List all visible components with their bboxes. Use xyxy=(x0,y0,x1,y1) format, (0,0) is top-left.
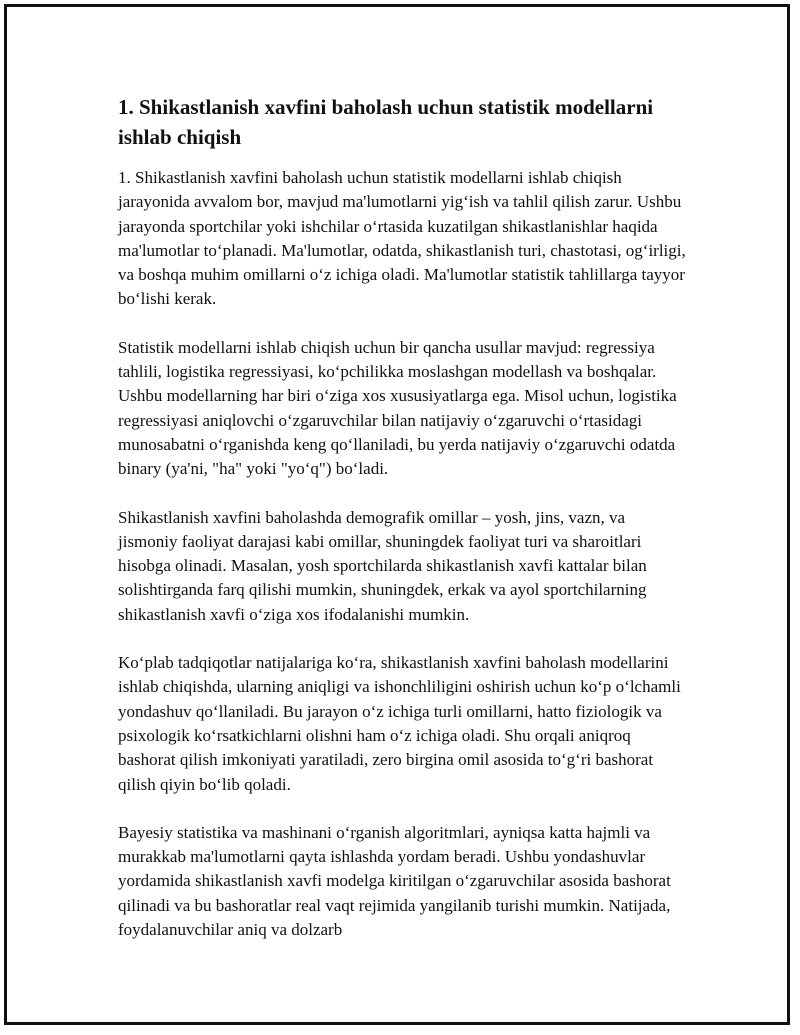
document-body xyxy=(118,92,688,966)
paragraph-2: Statistik modellarni ishlab chiqish uchun bir qancha usullar mavjud: regressiya tahlili, logistika regressiyasi, ko‘pchilikka moslashgan modellash va boshqalar. Ushbu modellarning har biri o‘ziga xos xususiyatlarga ega. Misol uchun, logistika regressiyasi aniqlovchi o‘zgaruvchilar bilan natijaviy o‘zgaruvchi o‘rtasidagi munosabatni o‘rganishda keng qo‘llaniladi, bu yerda natijaviy o‘zgaruvchi odatda binary (ya'ni, "ha" yoki "yo‘q") bo‘ladi. xyxy=(118,337,677,479)
paragraph-5: Bayesiy statistika va mashinani o‘rganish algoritmlari, ayniqsa katta hajmli va murakkab ma'lumotlarni qayta ishlashda yordam beradi. Ushbu yondashuvlar yordamida shikastlanish xavfi modelga kiritilgan o‘zgaruvchilar asosida bashorat qilinadi va bu bashoratlar real vaqt rejimida yangilanib turishi mumkin. Natijada, foydalanuvchilar aniq va dolzarb xyxy=(118,822,671,940)
paragraph-4: Ko‘plab tadqiqotlar natijalariga ko‘ra, shikastlanish xavfini baholash modellarini ishlab chiqishda, ularning aniqligi va ishonchliligini oshirish uchun ko‘p o‘lchamli yondashuv qo‘llaniladi. Bu jarayon o‘z ichiga turli omillarni, hatto fiziologik va psixologik ko‘rsatkichlarni olishni ham o‘z ichiga oladi. Shu orqali aniqroq bashorat qilish imkoniyati yaratiladi, zero birgina omil asosida to‘g‘ri bashorat qilish qiyin bo‘lib qoladi. xyxy=(118,653,681,794)
section-heading: 1. Shikastlanish xavfini baholash uchun statistik modellarni ishlab chiqish xyxy=(118,95,654,149)
paragraph-3: Shikastlanish xavfini baholashda demografik omillar – yosh, jins, vazn, va jismoniy faoliyat darajasi kabi omillar, shuningdek faoliyat turi va sharoitlari hisobga olinadi. Masalan, yosh sportchilarda shikastlanish xavfi kattalar bilan solishtirganda farq qilishi mumkin, shuningdek, erkak va ayol sportchilarning shikastlanish xavfi o‘ziga xos ifodalanishi mumkin. xyxy=(118,507,647,624)
paragraph-1: 1. Shikastlanish xavfini baholash uchun statistik modellarni ishlab chiqish jarayonida avvalom bor, mavjud ma'lumotlarni yig‘ish va tahlil qilish zarur. Ushbu jarayonda sportchilar yoki ishchilar o‘rtasida kuzatilgan shikastlanishlar haqida ma'lumotlar to‘planadi. Ma'lumotlar, odatda, shikastlanish turi, chastotasi, og‘irligi, va boshqa muhim omillarni o‘z ichiga oladi. Ma'lumotlar statistik tahlillarga tayyor bo‘lishi kerak. xyxy=(118,168,686,309)
